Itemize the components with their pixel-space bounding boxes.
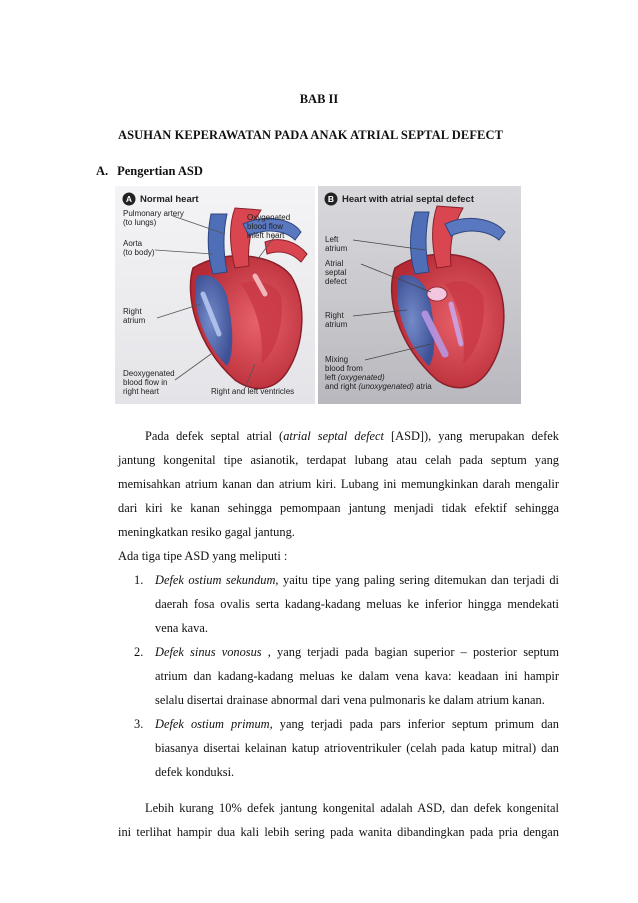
label-ventricles: Right and left ventricles [211,387,295,396]
label-asd-3: defect [325,277,347,286]
para1-line-5: meningkatkan resiko gagal jantung. [118,525,295,539]
para2-line-1: Lebih kurang 10% defek jantung kongenital adalah ASD, dan defek kongenital [145,801,559,815]
panel-a-letter: A [125,194,133,204]
para1-line-2: jantung kongenital tipe asianotik, terdapat lubang atau celah pada septum yang [118,453,559,467]
section-heading [96,164,203,179]
list-item-1-line-2: daerah fosa ovalis serta kadang-kadang meluas ke inferior hingga mendekati [155,597,559,611]
panel-b-heading: Heart with atrial septal defect [342,194,474,205]
heart-diagram-figure [115,184,521,406]
panel-asd-heart [318,186,521,404]
label-right-atrium-b-2: atrium [325,320,348,329]
list-item-number: 2. [134,645,144,659]
panel-b-letter: B [327,194,335,204]
list-item-1-line-1: Defek ostium sekundum, yaitu tipe yang paling sering ditemukan dan terjadi di [155,573,559,587]
list-item-2-line-1: Defek sinus vonosus , yang terjadi pada bagian superior – posterior septum [155,645,559,659]
types-intro: Ada tiga tipe ASD yang meliputi : [118,549,288,563]
panel-normal-heart [115,186,315,404]
list-item-2-line-2: atrium dan kadang-kadang meluas ke dalam vena kava: keadaan ini hampir [155,669,559,683]
label-oxygenated-2: blood flow [247,222,284,231]
section-number: A. [96,164,109,178]
label-asd-2: septal [325,268,347,277]
document-title: ASUHAN KEPERAWATAN PADA ANAK ATRIAL SEPTAL DEFECT [118,128,504,142]
label-pulmonary-2: (to lungs) [123,218,157,227]
label-deoxygenated-3: right heart [123,387,160,396]
para1-line-4: dari kiri ke kanan sehingga pemompaan jantung menjadi tidak efektif sehingga [118,501,559,515]
list-item-3-line-3: defek konduksi. [155,765,235,779]
para2-line-2: ini terlihat hampir dua kali lebih sering pada wanita dibandingkan pada pria dengan [118,825,559,839]
list-item-number: 1. [134,573,144,587]
list-item-3-line-2: biasanya disertai kelainan katup atrioventrikuler (celah pada katup mitral) dan [155,741,559,755]
label-right-atrium-b-1: Right [325,311,344,320]
para1-line-3: memisahkan atrium kanan dan atrium kiri. Lubang ini memungkinkan darah mengalir [118,477,559,491]
label-left-atrium-1: Left [325,235,339,244]
label-asd-1: Atrial [325,259,344,268]
label-deoxygenated-2: blood flow in [123,378,168,387]
label-oxygenated-1: Oxygenated [247,213,291,222]
label-right-atrium-a-1: Right [123,307,142,316]
list-item-number: 3. [134,717,144,731]
label-deoxygenated-1: Deoxygenated [123,369,175,378]
label-left-atrium-2: atrium [325,244,348,253]
para1-line-1: Pada defek septal atrial (atrial septal defect [ASD]), yang merupakan defek [145,429,559,443]
label-aorta-1: Aorta [123,239,143,248]
label-mixing-3: left (oxygenated) [325,373,385,382]
label-mixing-4: and right (unoxygenated) atria [325,382,432,391]
list-item-1-line-3: vena kava. [155,621,208,635]
chapter-heading: BAB II [299,92,339,106]
list-item-2-line-3: selalu disertai drainase abnormal dari vena pulmonaris ke dalam atrium kanan. [155,693,545,707]
label-right-atrium-a-2: atrium [123,316,146,325]
label-oxygenated-3: inleft heart [247,231,285,240]
list-item-3-line-1: Defek ostium primum, yang terjadi pada pars inferior septum primum dan [155,717,559,731]
panel-a-heading: Normal heart [140,194,199,205]
label-mixing-1: Mixing [325,355,349,364]
label-mixing-2: blood from [325,364,363,373]
section-label: Pengertian ASD [117,164,203,178]
label-aorta-2: (to body) [123,248,155,257]
label-pulmonary-1: Pulmonary artery [123,209,184,218]
